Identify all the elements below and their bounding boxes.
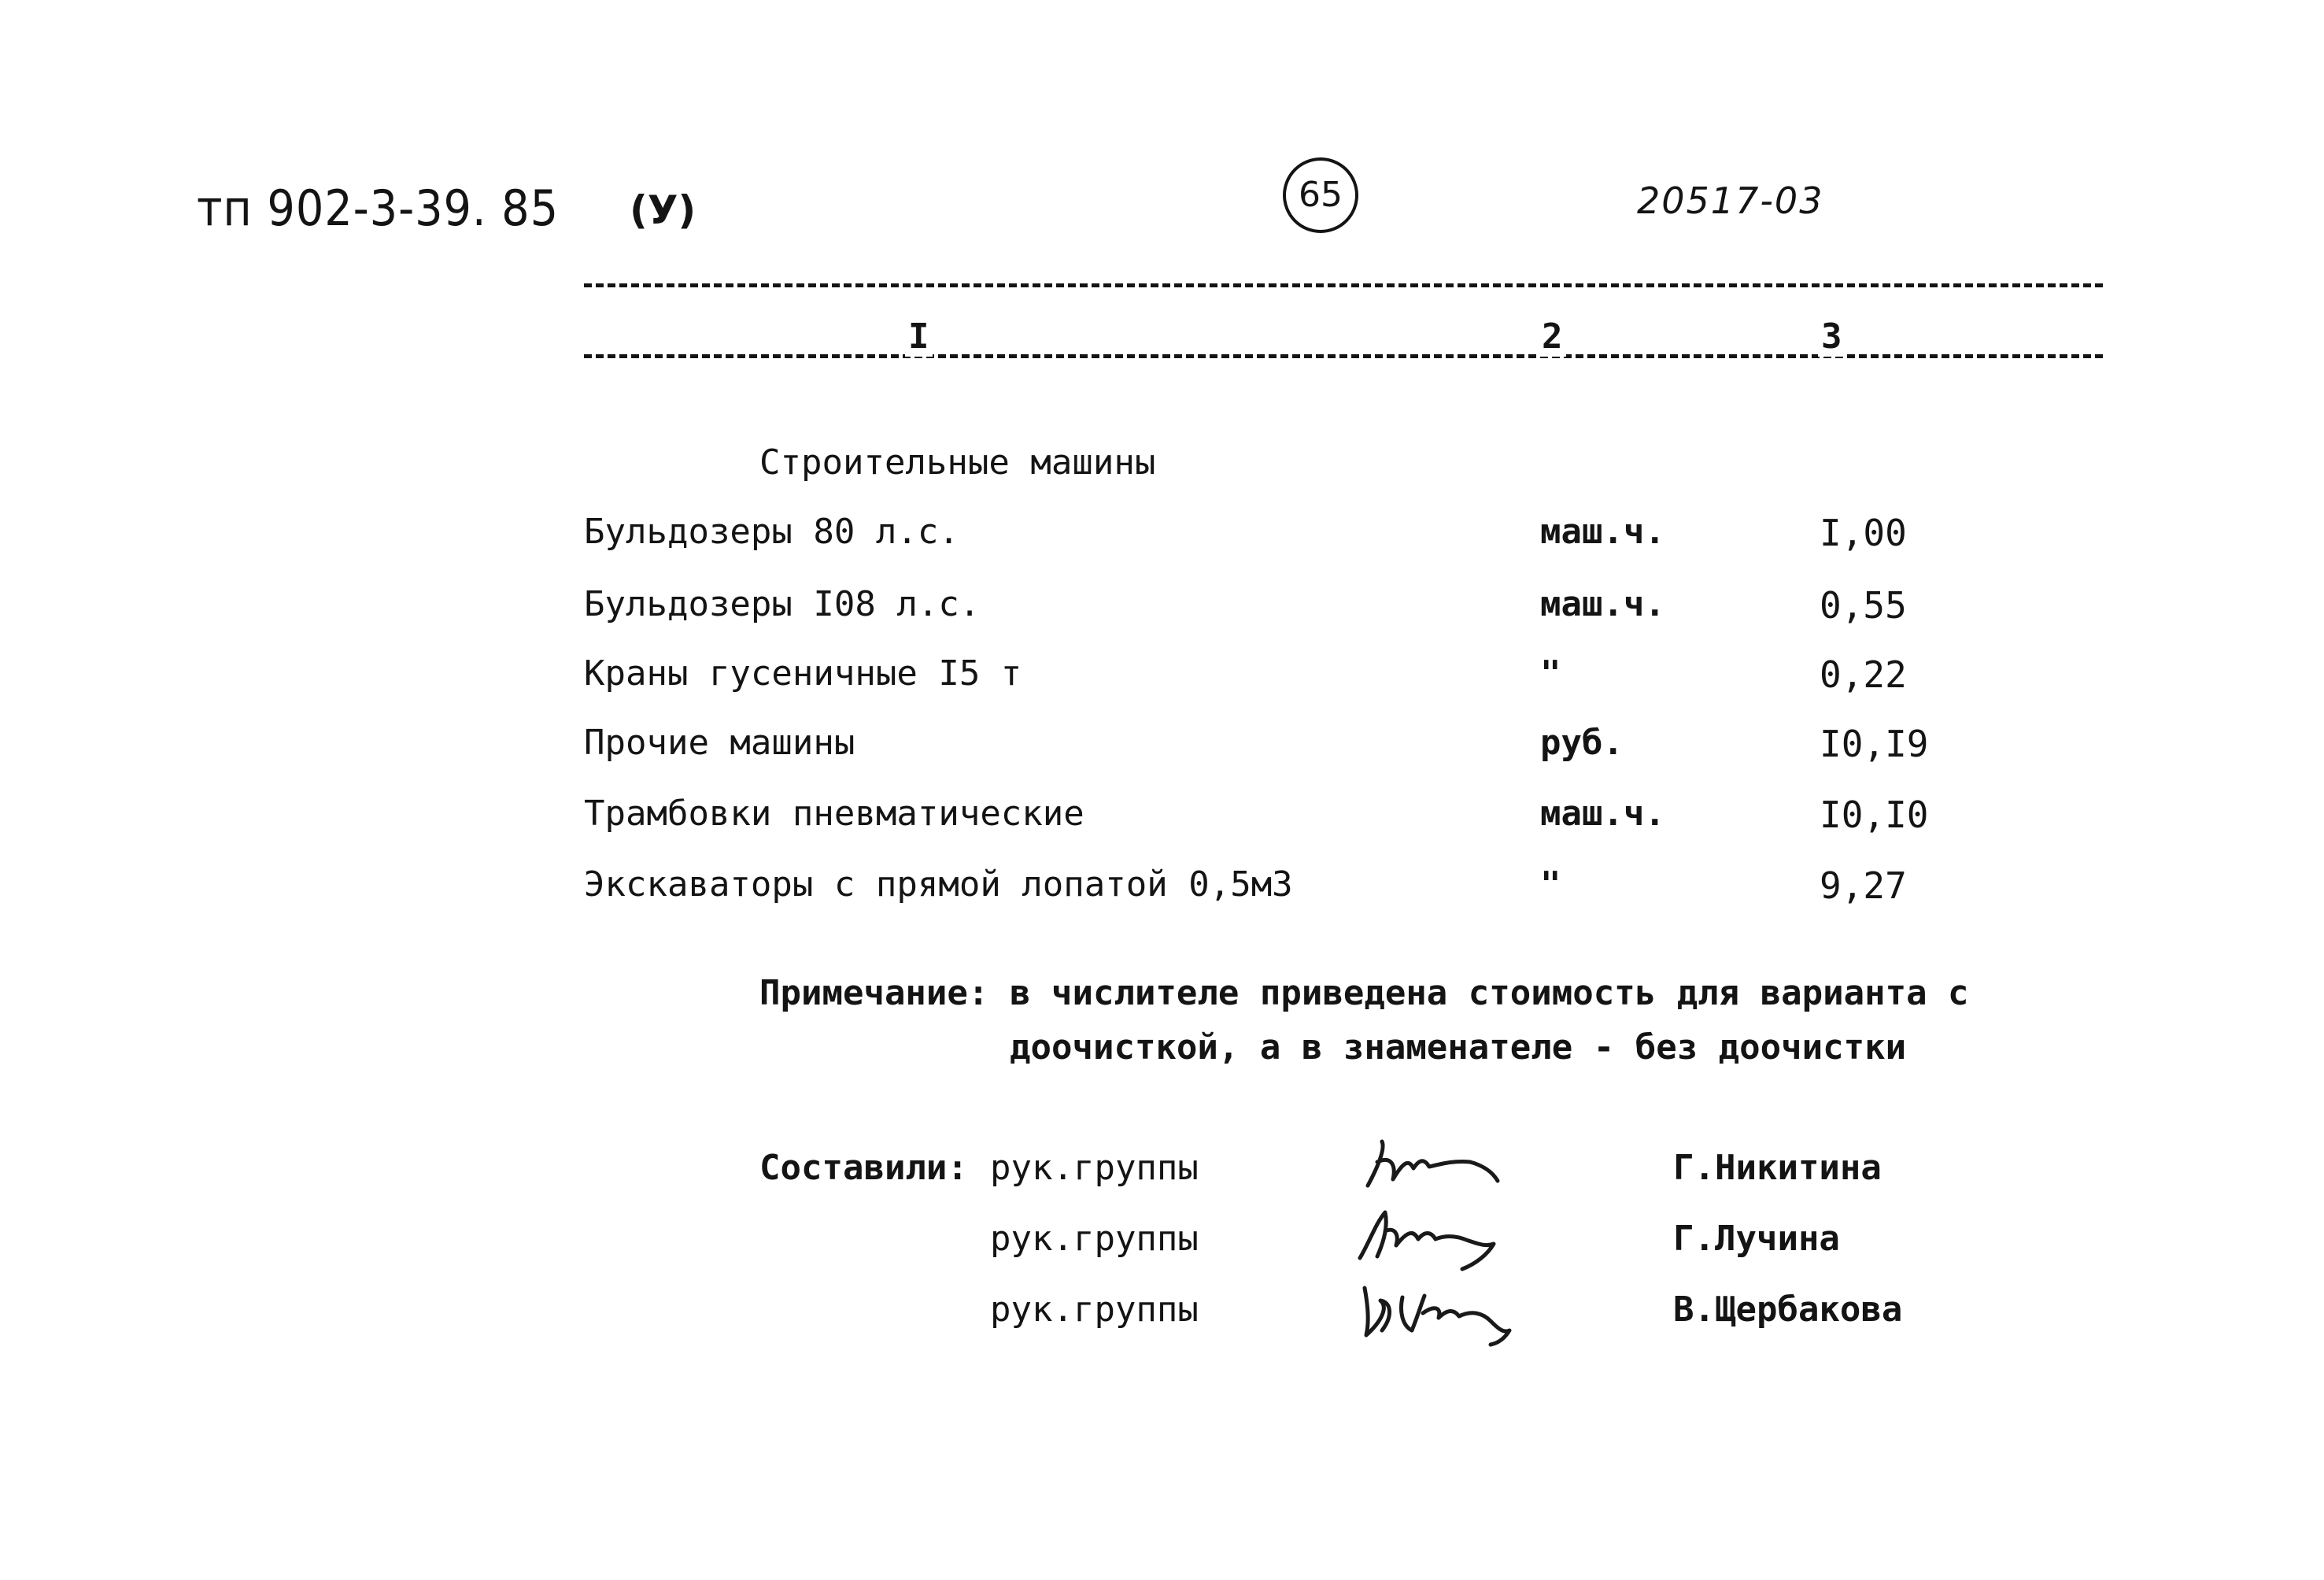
- inventory-number: 20517-03: [1637, 179, 1824, 222]
- row-name: Бульдозеры 80 л.с.: [584, 512, 959, 552]
- author-role: рук.группы: [990, 1148, 1199, 1188]
- table-row: [584, 794, 2103, 849]
- document-variant: (У): [630, 187, 696, 233]
- table-header-rule-bottom: [584, 354, 2103, 358]
- author-name: В.Щербакова: [1673, 1290, 1903, 1330]
- author-role: рук.группы: [990, 1290, 1199, 1330]
- table-row: [584, 723, 2103, 778]
- column-header-2: 2: [1539, 316, 1566, 357]
- row-value: 0,22: [1820, 653, 1907, 696]
- note-text-line-1: в числителе приведена стоимость для варианта с: [1010, 973, 1969, 1013]
- section-title: Строительные машины: [759, 442, 1156, 483]
- table-row: [584, 584, 2103, 639]
- row-unit: маш.ч.: [1540, 794, 1665, 834]
- column-header-3: 3: [1818, 316, 1846, 357]
- row-value: I0,I0: [1820, 794, 1929, 836]
- row-value: I0,I9: [1820, 723, 1929, 765]
- note-label: Примечание:: [759, 973, 989, 1013]
- table-row: [584, 864, 2103, 920]
- row-unit: маш.ч.: [1540, 584, 1665, 624]
- row-name: Прочие машины: [584, 723, 855, 763]
- signature-image: [1336, 1266, 1541, 1352]
- column-header-1: I: [905, 316, 933, 357]
- row-value: 9,27: [1820, 864, 1907, 907]
- row-unit: руб.: [1540, 723, 1624, 763]
- author-role: рук.группы: [990, 1219, 1199, 1259]
- table-header-rule-top: [584, 283, 2103, 287]
- row-unit: ": [1540, 653, 1561, 694]
- row-name: Трамбовки пневматические: [584, 794, 1084, 834]
- row-name: Краны гусеничные I5 т: [584, 653, 1022, 694]
- row-name: Бульдозеры I08 л.с.: [584, 584, 981, 624]
- row-unit: ": [1540, 864, 1561, 905]
- author-name: Г.Никитина: [1673, 1148, 1882, 1188]
- page-number: 65: [1283, 157, 1358, 233]
- author-row: [990, 1290, 2013, 1360]
- table-row: [584, 653, 2103, 709]
- document-code: тп 902-3-39. 85: [197, 179, 559, 237]
- row-value: 0,55: [1820, 584, 1907, 627]
- note-text-line-2: доочисткой, а в знаменателе - без доочистки: [1010, 1027, 1907, 1068]
- author-name: Г.Лучина: [1673, 1219, 1840, 1259]
- row-name: Экскаваторы с прямой лопатой 0,5м3: [584, 864, 1293, 905]
- authors-label: Составили:: [759, 1148, 968, 1188]
- row-unit: маш.ч.: [1540, 512, 1665, 552]
- table-row: [584, 512, 2103, 567]
- row-value: I,00: [1820, 512, 1907, 554]
